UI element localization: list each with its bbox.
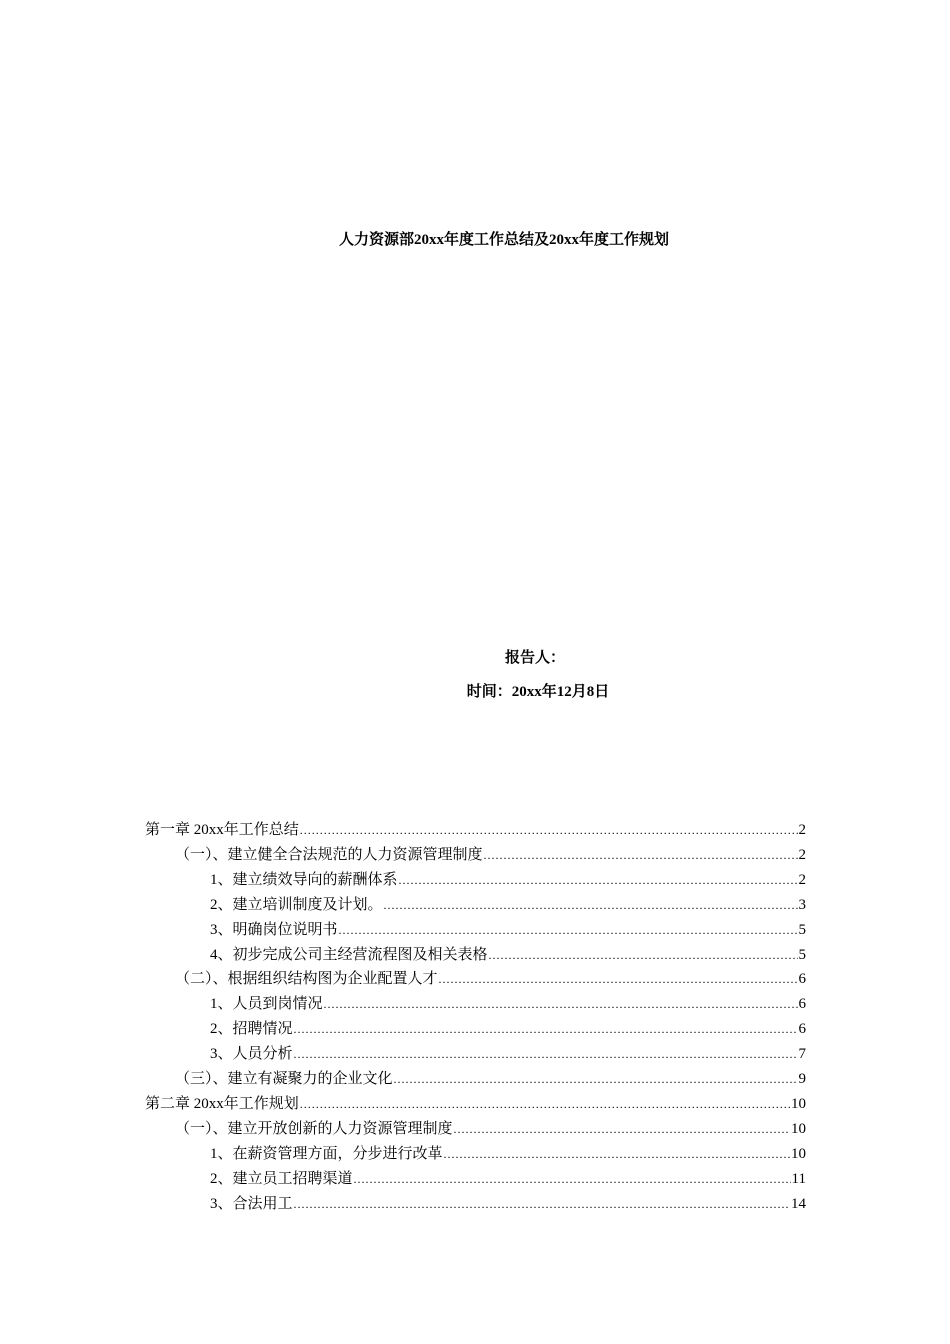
toc-entry-label: 2、招聘情况 (210, 1021, 293, 1037)
toc-entry-page-number: 5 (798, 922, 806, 938)
toc-dot-leader (484, 843, 798, 868)
toc-dot-leader (439, 967, 798, 992)
toc-entry-page-number: 2 (798, 872, 806, 888)
document-title: 人力资源部20xx年度工作总结及20xx年度工作规划 (338, 232, 669, 248)
toc-dot-leader (394, 1067, 798, 1092)
toc-dot-leader (444, 1142, 790, 1167)
toc-entry-label: 2、建立员工招聘渠道 (210, 1171, 353, 1187)
toc-entry[interactable] (145, 818, 806, 843)
toc-entry-label: 第一章 20xx年工作总结 (145, 822, 299, 838)
toc-entry[interactable] (210, 1192, 806, 1217)
toc-entry[interactable] (210, 1017, 806, 1042)
toc-entry-page-number: 10 (791, 1121, 806, 1137)
toc-entry-page-number: 2 (798, 847, 806, 863)
toc-entry[interactable] (210, 1142, 806, 1167)
toc-entry-label: 2、建立培训制度及计划。 (210, 897, 383, 913)
toc-entry-label: 3、人员分析 (210, 1046, 293, 1062)
report-date-line: 时间：20xx年12月8日 (466, 684, 610, 700)
toc-entry[interactable] (175, 967, 806, 992)
toc-entry[interactable] (210, 868, 806, 893)
toc-entry-page-number: 7 (798, 1046, 806, 1062)
toc-entry[interactable] (210, 1167, 806, 1192)
toc-dot-leader (294, 1042, 798, 1067)
toc-dot-leader (384, 893, 798, 918)
toc-entry-label: 1、建立绩效导向的薪酬体系 (210, 872, 398, 888)
toc-dot-leader (354, 1167, 791, 1192)
toc-entry-label: 3、明确岗位说明书 (210, 922, 338, 938)
toc-entry[interactable] (210, 1042, 806, 1067)
toc-entry-page-number: 2 (798, 822, 806, 838)
toc-entry-label: （一）、建立健全合法规范的人力资源管理制度 (175, 847, 483, 863)
toc-dot-leader (324, 992, 798, 1017)
toc-dot-leader (300, 1092, 790, 1117)
toc-entry[interactable] (145, 1092, 806, 1117)
toc-entry[interactable] (210, 992, 806, 1017)
toc-entry-label: 1、在薪资管理方面，分步进行改革 (210, 1146, 443, 1162)
toc-dot-leader (300, 818, 798, 843)
toc-dot-leader (489, 943, 798, 968)
toc-entry-page-number: 10 (791, 1096, 806, 1112)
toc-entry-label: 3、合法用工 (210, 1196, 293, 1212)
toc-entry[interactable] (175, 1067, 806, 1092)
toc-entry-page-number: 10 (791, 1146, 806, 1162)
toc-entry[interactable] (210, 943, 806, 968)
toc-dot-leader (339, 918, 798, 943)
toc-entry-page-number: 3 (798, 897, 806, 913)
toc-entry-page-number: 5 (798, 947, 806, 963)
toc-entry-label: 4、初步完成公司主经营流程图及相关表格 (210, 947, 488, 963)
toc-entry-page-number: 6 (798, 1021, 806, 1037)
toc-entry-page-number: 9 (798, 1071, 806, 1087)
toc-entry-label: （一）、建立开放创新的人力资源管理制度 (175, 1121, 453, 1137)
toc-entry[interactable] (175, 1117, 806, 1142)
toc-entry-page-number: 6 (798, 996, 806, 1012)
reporter-line: 报告人： (504, 650, 565, 666)
toc-entry-label: （二）、根据组织结构图为企业配置人才 (175, 971, 438, 987)
toc-entry-page-number: 14 (791, 1196, 806, 1212)
toc-dot-leader (294, 1192, 790, 1217)
toc-entry-page-number: 6 (798, 971, 806, 987)
toc-entry-label: （三）、建立有凝聚力的企业文化 (175, 1071, 393, 1087)
toc-entry[interactable] (210, 918, 806, 943)
toc-entry-label: 第二章 20xx年工作规划 (145, 1096, 299, 1112)
toc-dot-leader (454, 1117, 790, 1142)
toc-entry-label: 1、人员到岗情况 (210, 996, 323, 1012)
toc-dot-leader (294, 1017, 798, 1042)
toc-entry-page-number: 11 (791, 1171, 806, 1187)
toc-entry[interactable] (175, 843, 806, 868)
toc-dot-leader (399, 868, 798, 893)
toc-entry[interactable] (210, 893, 806, 918)
